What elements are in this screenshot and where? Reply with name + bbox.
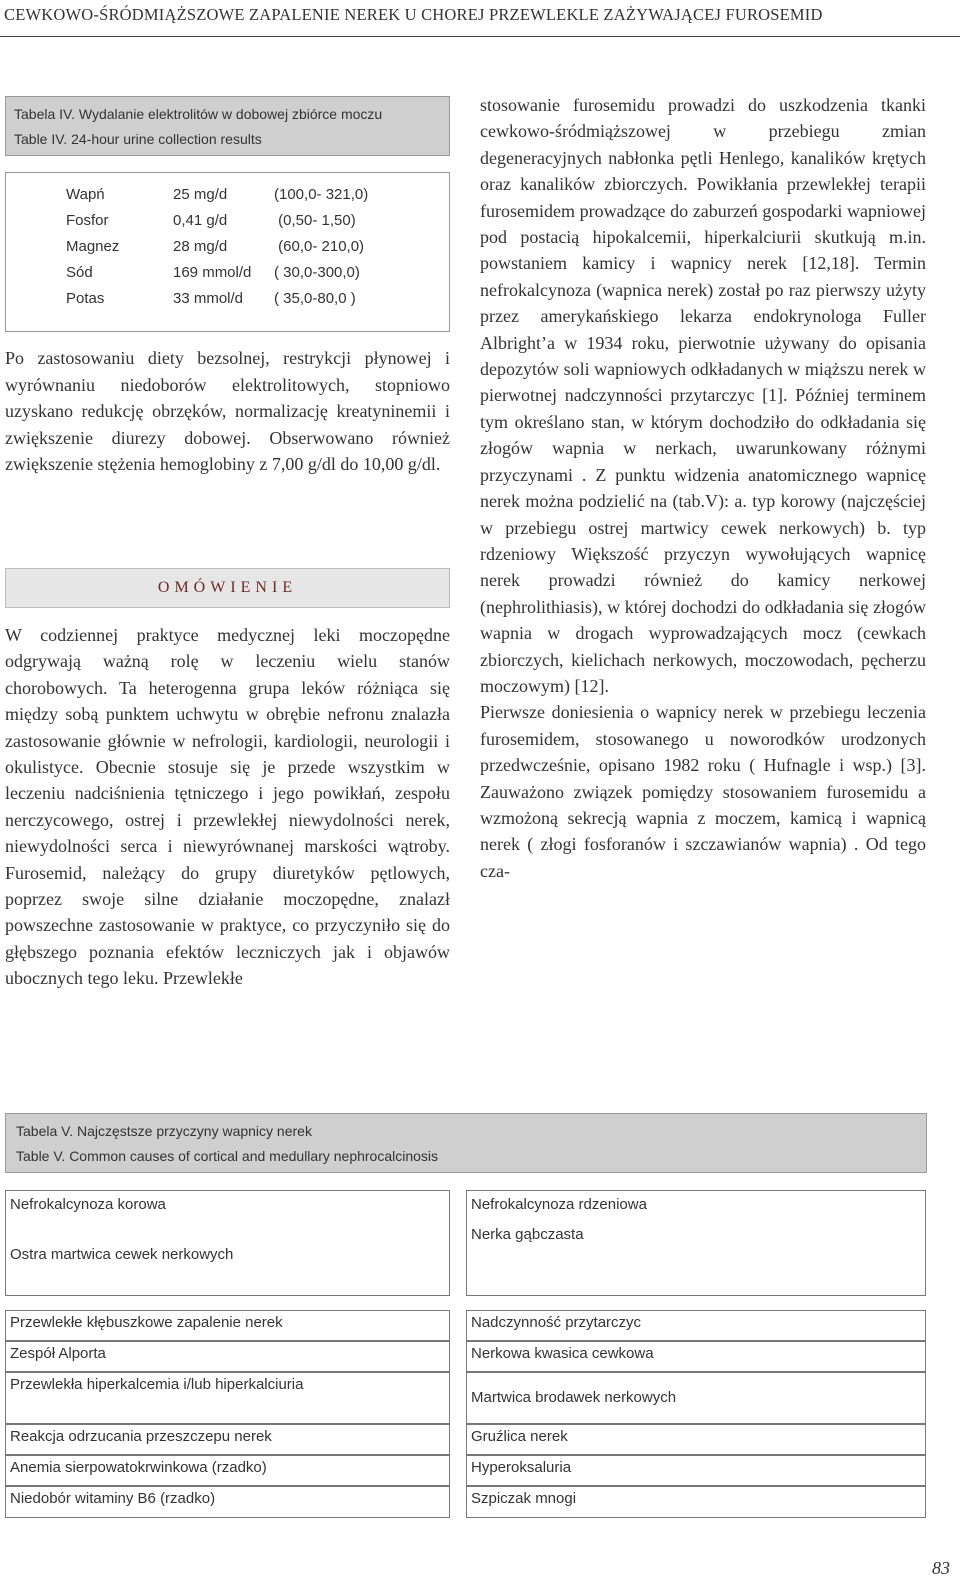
table5-cell: Zespół Alporta xyxy=(5,1341,450,1372)
table5-cell: Szpiczak mnogi xyxy=(466,1486,926,1518)
row-range: (60,0- 210,0) xyxy=(274,238,365,255)
row-range: (100,0- 321,0) xyxy=(274,186,369,203)
table5-caption-en: Table V. Common causes of cortical and medullary nephrocalcinosis xyxy=(16,1148,439,1164)
table4-caption xyxy=(5,96,450,156)
table5-cell: Nadczynność przytarczyc xyxy=(466,1310,926,1341)
table5-cell: Niedobór witaminy B6 (rzadko) xyxy=(5,1486,450,1518)
row-range: ( 30,0-300,0) xyxy=(274,264,360,281)
row-name: Potas xyxy=(66,290,105,307)
table5-cell: Ostra martwica cewek nerkowych xyxy=(10,1246,234,1263)
table4-body xyxy=(5,172,450,332)
table4-caption-pl: Tabela IV. Wydalanie elektrolitów w dobowej zbiórce moczu xyxy=(14,106,383,122)
row-value: 169 mmol/d xyxy=(173,264,252,281)
table5-cell: Hyperoksaluria xyxy=(466,1455,926,1486)
row-value: 0,41 g/d xyxy=(173,212,228,229)
row-value: 28 mg/d xyxy=(173,238,228,255)
running-title: CEWKOWO-ŚRÓDMIĄŻSZOWE ZAPALENIE NEREK U CHOREJ PRZEWLEKLE ZAŻYWAJĄCEJ FUROSEMID xyxy=(4,5,823,24)
paragraph: Po zastosowaniu diety bezsolnej, restrykcji płynowej i wyrównaniu niedoborów elektrolitowych, stopniowo uzyskano redukcję obrzęków, normalizację kreatyninemii i zwiększenie diurezy dobowej. Obserwowano również zwiększenie stężenia hemoglobiny z 7,00 g/dl do 10,00 g/dl. xyxy=(5,348,450,474)
table5-cell: Anemia sierpowatokrwinkowa (rzadko) xyxy=(5,1455,450,1486)
header-rule xyxy=(0,36,960,37)
row-range: ( 35,0-80,0 ) xyxy=(274,290,356,307)
page-number: 83 xyxy=(932,1558,950,1578)
right-column xyxy=(480,92,926,884)
table4-caption-en: Table IV. 24-hour urine collection results xyxy=(14,131,262,147)
table5-cell: Nerkowa kwasica cewkowa xyxy=(466,1341,926,1372)
table5-cell: Nerka gąbczasta xyxy=(471,1226,584,1243)
table5-cell: Gruźlica nerek xyxy=(466,1424,926,1455)
table5-group-medullary xyxy=(466,1190,926,1296)
table5-cell: Przewlekłe kłębuszkowe zapalenie nerek xyxy=(5,1310,450,1341)
table5-heading-right: Nefrokalcynoza rdzeniowa xyxy=(471,1196,647,1213)
row-name: Magnez xyxy=(66,238,120,255)
table5-caption xyxy=(5,1113,927,1173)
table5-cell: Martwica brodawek nerkowych xyxy=(466,1372,926,1424)
row-value: 33 mmol/d xyxy=(173,290,244,307)
paragraph: stosowanie furosemidu prowadzi do uszkodzenia tkanki cewkowo-śródmiąższowej w przebiegu zmian degeneracyjnych nabłonka pętli Henlego, kanalików krętych oraz kanalików zbiorczych. Powikłania przewlekłej terapii furosemidem prowadzące do zaburzeń gospodarki wapniowej pod postacią hipokalcemii, hiperkalciurii skutkują m.in. powstaniem kamicy i wapnicy nerek [12,18]. Termin nefrokalcynoza (wapnica nerek) został po raz pierwszy użyty przez amerykańskiego lekarza endokrynologa Fuller Albright’a w 1934 roku, pierwotnie używany do opisania depozytów soli wapniowych odkładanych w miąższu nerek w pierwotnej nadczynności przytarczyc [1]. Później terminem tym określano stan, w którym dochodziło do odkładania się złogów wapnia w nerkach, uwarunkowany różnymi przyczynami . Z punktu widzenia anatomicznego wapnicę nerek można podzielić na (tab.V): a. typ korowy (najczęściej w przebiegu ostrej martwicy cewek nerkowych) b. typ rdzeniowy Większość przyczyn wywołujących wapnicę nerek prowadzi również do kamicy nerkowej (nephrolithiasis), w której dochodzi do odkładania się złogów wapnia w drogach wyprowadzających mocz (cewkach zbiorczych, kielichach nerkowych, moczowodach, pęcherzu moczowym) [12]. xyxy=(480,95,926,696)
table5-heading-left: Nefrokalcynoza korowa xyxy=(10,1196,166,1213)
row-name: Fosfor xyxy=(66,212,109,229)
row-name: Wapń xyxy=(66,186,105,203)
paragraph: W codziennej praktyce medycznej leki moczopędne odgrywają ważną rolę w leczeniu wielu stanów chorobowych. Ta heterogenna grupa leków różniąca się między sobą punktem uchwytu w obrębie nefronu znalazła zastosowanie głównie w nefrologii, kardiologii, neurologii i okulistyce. Obecnie stosuje się je przede wszystkim w leczeniu nadciśnienia tętniczego i jego powikłań, zespołu nerczycowego, ostrej i przewlekłej niewydolności nerek, niewydolności serca i niewyrównanej marskości wątroby. Furosemid, należący do grupy diuretyków pętlowych, poprzez swoje silne działanie moczopędne, znalazł powszechne zastosowanie w praktyce, co przyczyniło się do głębszego poznania efektów leczniczych jak i objawów ubocznych tego leku. Przewlekłe xyxy=(5,625,450,989)
table5-group-cortical xyxy=(5,1190,450,1296)
table5-cell: Reakcja odrzucania przeszczepu nerek xyxy=(5,1424,450,1455)
table5-caption-pl: Tabela V. Najczęstsze przyczyny wapnicy nerek xyxy=(16,1123,312,1139)
left-column-bottom xyxy=(5,622,450,992)
row-value: 25 mg/d xyxy=(173,186,228,203)
row-range: (0,50- 1,50) xyxy=(274,212,356,229)
row-name: Sód xyxy=(66,264,93,281)
table5-cell: Przewlekła hiperkalcemia i/lub hiperkalciuria xyxy=(5,1372,450,1424)
paragraph: Pierwsze doniesienia o wapnicy nerek w przebiegu leczenia furosemidem, stosowanego u noworodków urodzonych przedwcześnie, opisano 1982 roku ( Hufnagle i wsp.) [3]. Zauważono związek pomiędzy stosowaniem furosemidu a wzmożoną sekrecją wapnia z moczem, kamicą i wapnicą nerek ( złogi fosforanów i szczawianów wapnia) . Od tego cza- xyxy=(480,702,926,881)
section-title: OMÓWIENIE xyxy=(5,568,450,608)
left-column-top xyxy=(5,345,450,478)
